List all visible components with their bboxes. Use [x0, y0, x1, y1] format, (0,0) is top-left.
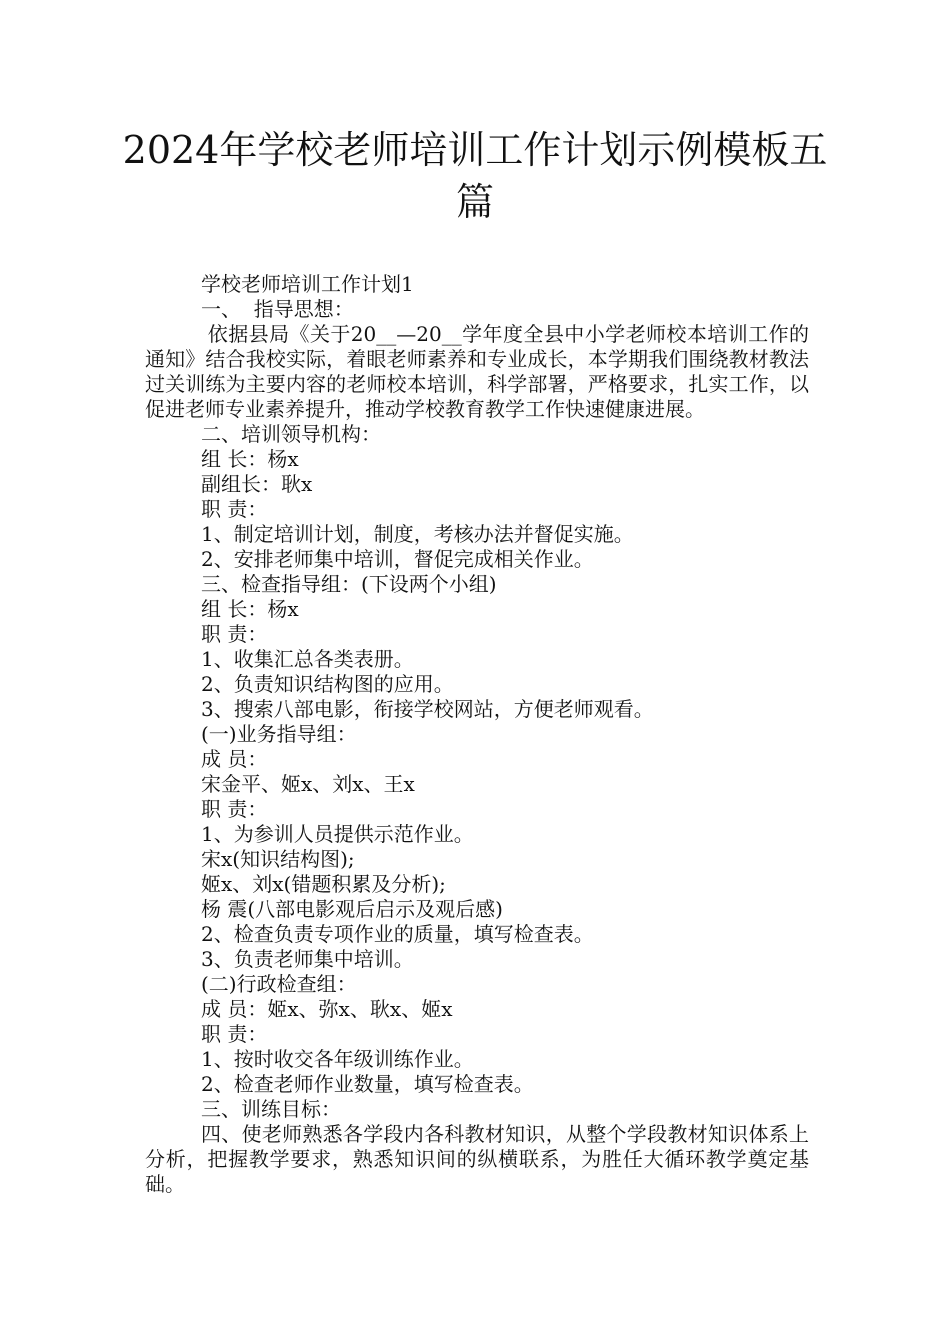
- paragraph-line: 职 责：: [201, 497, 268, 521]
- paragraph-line: 1、按时收交各年级训练作业。: [201, 1047, 474, 1071]
- paragraph-line: 成 员：姬x、弥x、耿x、姬x: [201, 997, 453, 1021]
- paragraph-line: 组 长：杨x: [201, 447, 299, 471]
- paragraph-line: 3、搜索八部电影，衔接学校网站，方便老师观看。: [201, 697, 654, 721]
- paragraph: 依据县局《关于20__—20__学年度全县中小学老师校本培训工作的通知》结合我校实际，着眼老师素养和专业成长，本学期我们围绕教材教法过关训练为主要内容的老师校本培训，科学部署，严格要求，扎实工作，以促进老师专业素养提升，推动学校教育教学工作快速健康进展。: [145, 322, 809, 421]
- paragraph-line: 宋x(知识结构图);: [201, 847, 355, 871]
- paragraph-line: 三、检查指导组：(下设两个小组): [201, 572, 497, 596]
- paragraph-line: 职 责：: [201, 797, 268, 821]
- paragraph-line: 二、培训领导机构：: [201, 422, 381, 446]
- paragraph-line: 三、训练目标：: [201, 1097, 341, 1121]
- paragraph-line: 成 员：: [201, 747, 268, 771]
- title-line-2: 篇: [455, 180, 494, 224]
- paragraph-line: 2、负责知识结构图的应用。: [201, 672, 454, 696]
- paragraph-line: 姬x、刘x(错题积累及分析);: [201, 872, 446, 896]
- paragraph-line: 一、 指导思想：: [201, 297, 354, 321]
- paragraph-line: 1、制定培训计划，制度，考核办法并督促实施。: [201, 522, 634, 546]
- paragraph-line: (二)行政检查组：: [201, 972, 357, 996]
- paragraph-line: 职 责：: [201, 1022, 268, 1046]
- paragraph-line: 2、检查老师作业数量，填写检查表。: [201, 1072, 534, 1096]
- paragraph-line: (一)业务指导组：: [201, 722, 357, 746]
- section-heading: 学校老师培训工作计划1: [201, 272, 414, 296]
- paragraph-line: 职 责：: [201, 622, 268, 646]
- title-line-1: 2024年学校老师培训工作计划示例模板五: [122, 128, 828, 172]
- paragraph-line: 组 长：杨x: [201, 597, 299, 621]
- paragraph-line: 副组长：耿x: [201, 472, 313, 496]
- paragraph-line: 2、检查负责专项作业的质量，填写检查表。: [201, 922, 594, 946]
- paragraph: 四、使老师熟悉各学段内各科教材知识，从整个学段教材知识体系上分析，把握教学要求，熟悉知识间的纵横联系，为胜任大循环教学奠定基础。: [145, 1122, 809, 1196]
- document-title: [120, 124, 830, 228]
- paragraph-line: 2、安排老师集中培训，督促完成相关作业。: [201, 547, 594, 571]
- paragraph-line: 1、收集汇总各类表册。: [201, 647, 414, 671]
- document-body: [145, 272, 809, 1197]
- paragraph-line: 宋金平、姬x、刘x、王x: [201, 772, 415, 796]
- paragraph-line: 杨 震(八部电影观后启示及观后感): [201, 897, 503, 921]
- paragraph-line: 1、为参训人员提供示范作业。: [201, 822, 474, 846]
- paragraph-line: 3、负责老师集中培训。: [201, 947, 414, 971]
